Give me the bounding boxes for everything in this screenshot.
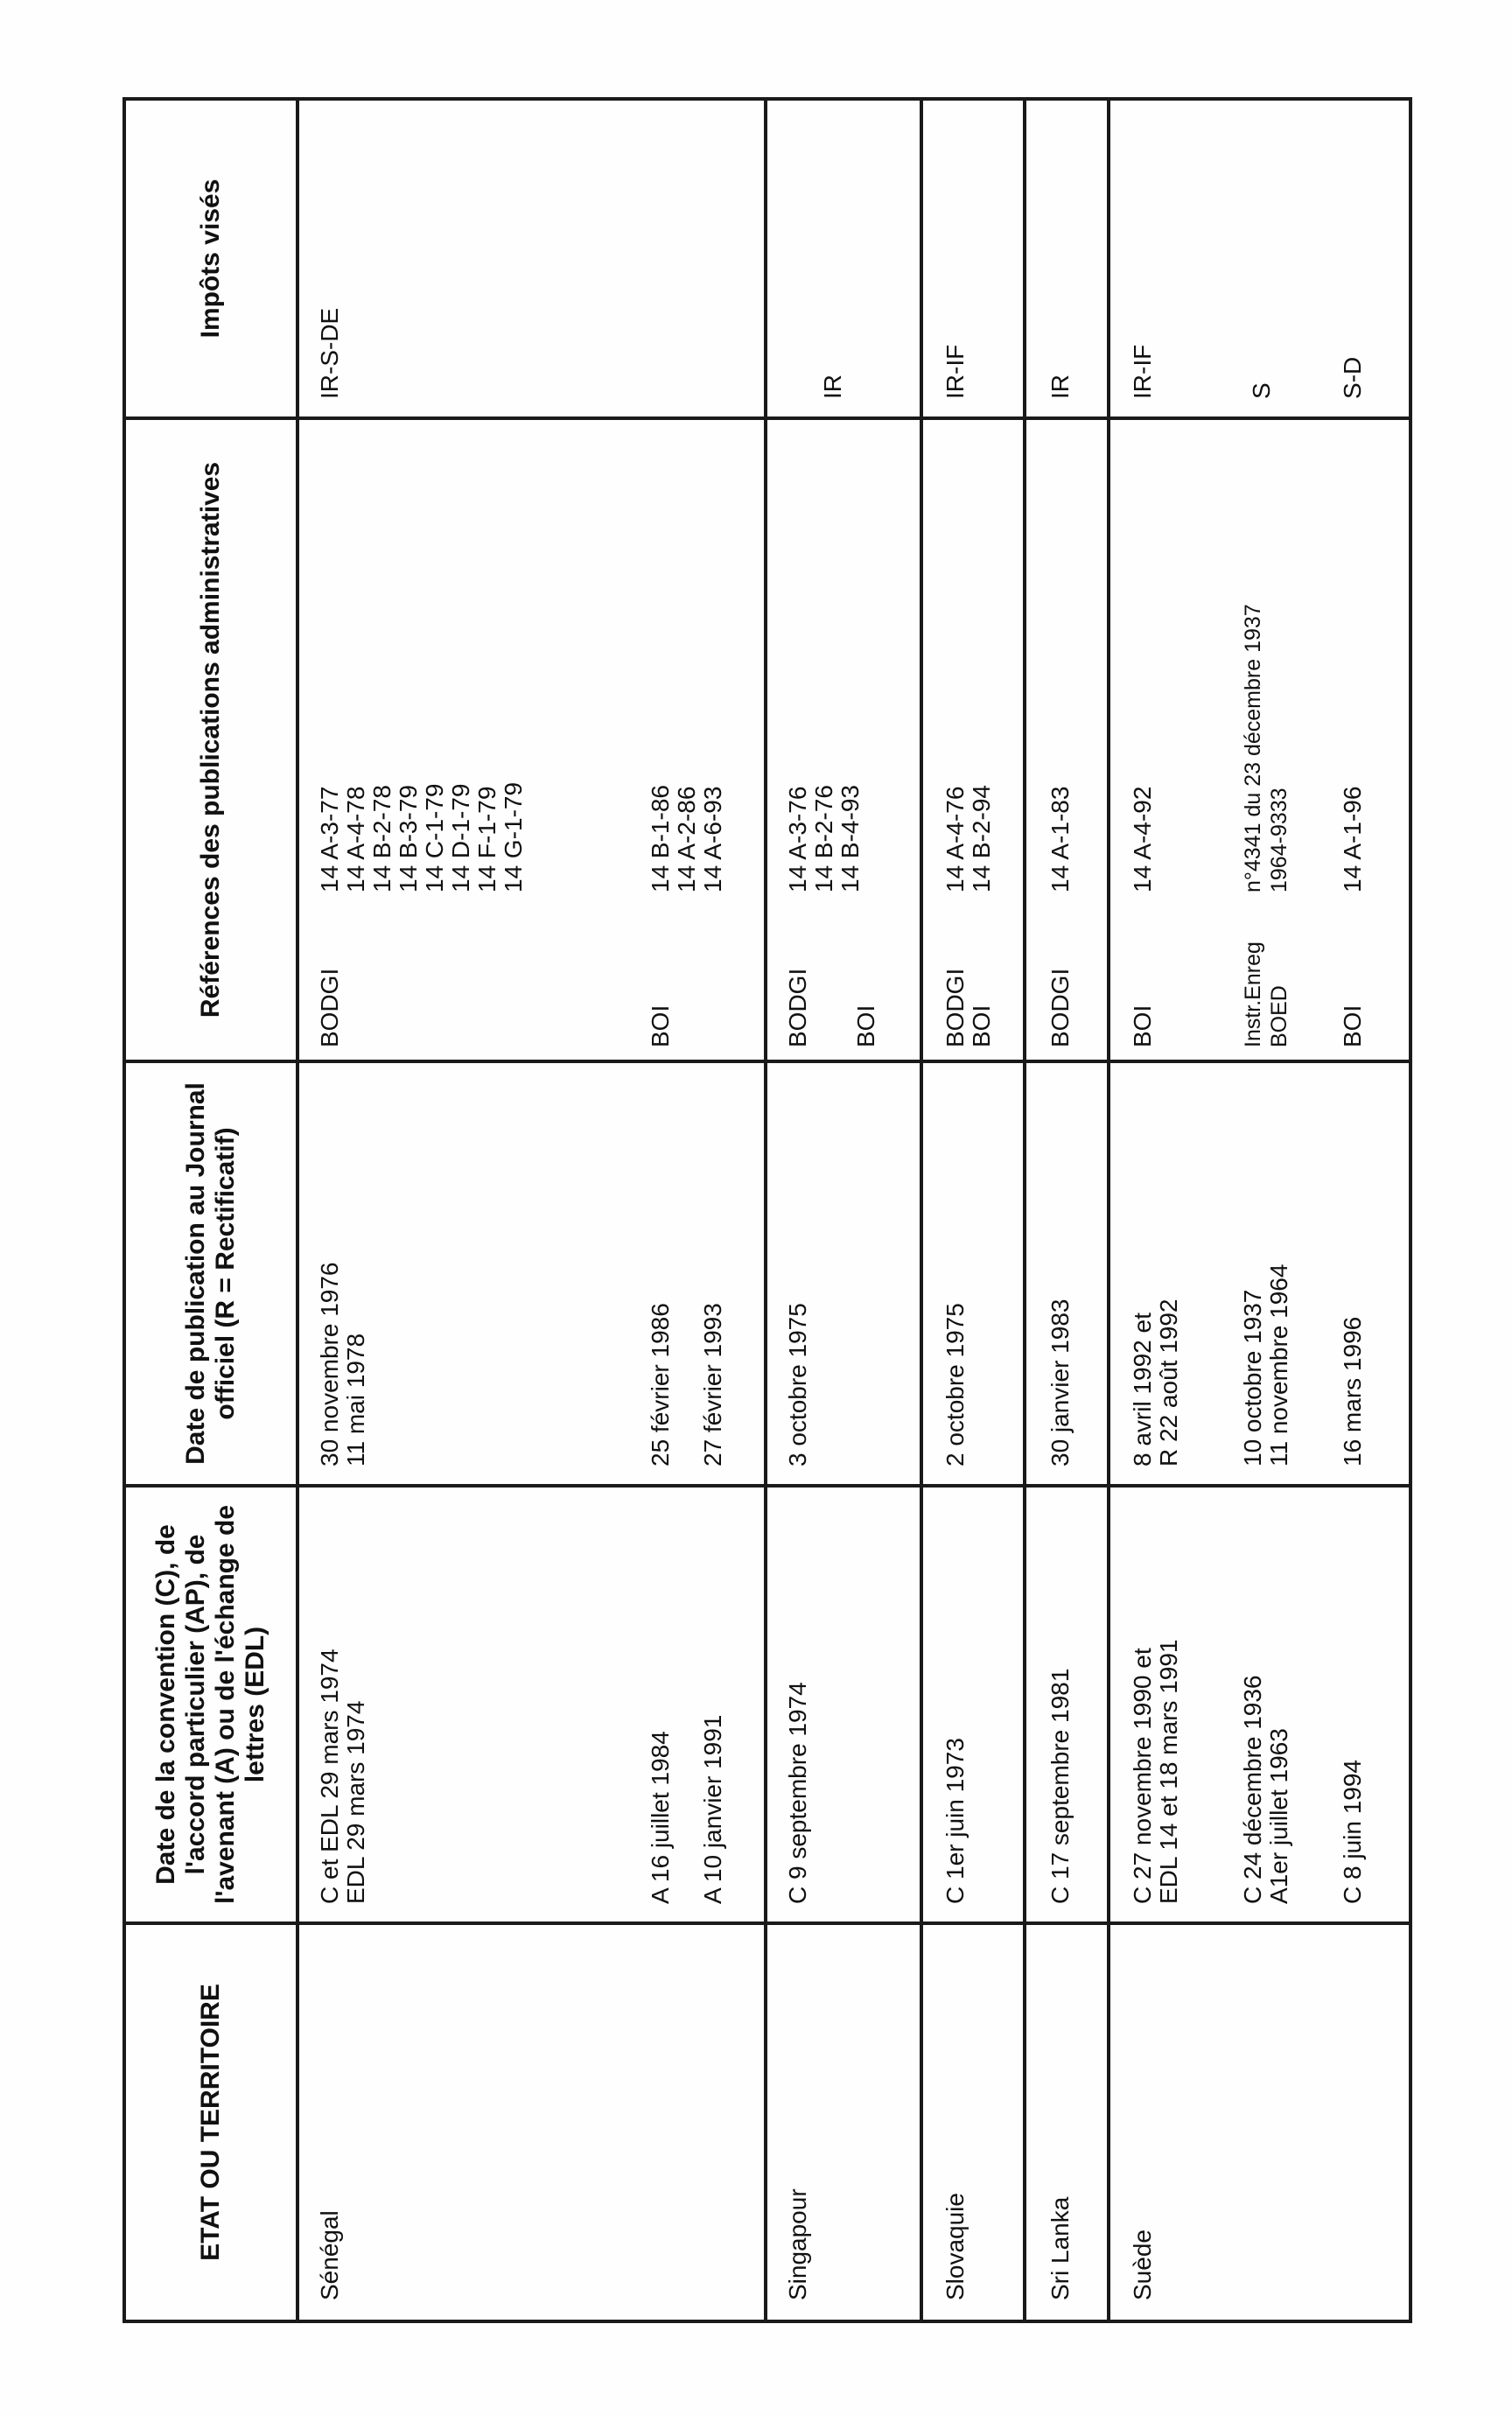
state-name: Singapour: [784, 2188, 811, 2300]
date-publication: 16 mars 1996: [1339, 1316, 1366, 1466]
date-convention: C et EDL 29 mars 1974: [316, 1648, 343, 1904]
reference: 14 B-2-78: [368, 785, 396, 892]
header-impots: Impôts visés: [124, 99, 298, 418]
reference: 14 B-1-86: [647, 785, 674, 892]
date-convention: C 8 juin 1994: [1339, 1759, 1366, 1904]
table-row: [921, 99, 1025, 2321]
reference: 14 A-3-77: [316, 786, 343, 892]
publication-organ: BOED: [1267, 985, 1292, 1047]
date-convention: A 10 janvier 1991: [699, 1714, 726, 1904]
publication-organ: BOI: [968, 1004, 995, 1047]
date-publication: R 22 août 1992: [1155, 1298, 1182, 1466]
publication-organ: BOI: [852, 1004, 879, 1047]
reference: 14 A-4-92: [1129, 786, 1156, 892]
impots-vises: IR-IF: [1129, 344, 1156, 399]
reference: 14 A-2-86: [673, 786, 700, 892]
state-name: Sri Lanka: [1046, 2196, 1074, 2300]
reference: 14 G-1-79: [500, 781, 527, 892]
impots-vises: IR: [819, 374, 846, 399]
reference: 14 A-3-76: [784, 786, 811, 892]
date-publication: 11 mai 1978: [342, 1333, 369, 1466]
reference: n°4341 du 23 décembre 1937: [1241, 604, 1265, 892]
date-convention: C 27 novembre 1990 et: [1129, 1648, 1156, 1904]
reference: 14 D-1-79: [447, 783, 474, 892]
reference: 14 A-1-96: [1339, 786, 1366, 892]
date-publication: 30 novembre 1976: [316, 1262, 343, 1466]
impots-vises: S-D: [1339, 356, 1366, 399]
publication-organ: BODGI: [942, 968, 969, 1047]
reference: 14 B-2-76: [810, 785, 837, 892]
state-name: Suède: [1129, 2230, 1156, 2300]
reference: 14 C-1-79: [421, 783, 448, 892]
publication-organ: Instr.Enreg: [1241, 942, 1265, 1047]
publication-organ: BODGI: [1046, 968, 1074, 1047]
header-row: [124, 99, 298, 2321]
date-convention: EDL 29 mars 1974: [342, 1700, 369, 1904]
table-row: [766, 99, 921, 2321]
reference: 14 B-2-94: [968, 785, 995, 892]
date-convention: C 17 septembre 1981: [1046, 1668, 1074, 1904]
date-convention: C 1er juin 1973: [942, 1738, 969, 1904]
table-row: [298, 99, 766, 2321]
publication-organ: BODGI: [784, 968, 811, 1047]
header-date-convention: Date de la convention (C), de l'accord particulier (AP), de l'avenant (A) ou de l'échange de lettres (EDL): [124, 1486, 298, 1923]
date-publication: 2 octobre 1975: [942, 1303, 969, 1466]
publication-organ: BOI: [1339, 1004, 1366, 1047]
date-publication: 8 avril 1992 et: [1129, 1312, 1156, 1466]
impots-vises: IR: [1046, 374, 1074, 399]
state-name: Slovaquie: [942, 2193, 969, 2300]
header-references: Références des publications administratives: [124, 418, 298, 1061]
date-publication: 25 février 1986: [647, 1303, 674, 1466]
date-convention: A1er juillet 1963: [1265, 1728, 1292, 1904]
reference: 14 B-3-79: [395, 785, 422, 892]
reference: 14 A-4-78: [342, 786, 369, 892]
date-convention: C 9 septembre 1974: [784, 1682, 811, 1904]
publication-organ: BOI: [1129, 1004, 1156, 1047]
date-publication: 30 janvier 1983: [1046, 1298, 1074, 1466]
conventions-table: [122, 97, 1412, 2323]
reference: 14 A-1-83: [1046, 786, 1074, 892]
date-convention: C 24 décembre 1936: [1239, 1675, 1266, 1904]
reference: 14 A-4-76: [942, 786, 969, 892]
impots-vises: S: [1248, 382, 1275, 399]
impots-vises: IR-IF: [942, 344, 969, 399]
table-row: [1025, 99, 1109, 2321]
date-publication: 11 novembre 1964: [1265, 1264, 1292, 1466]
reference: 1964-9333: [1267, 788, 1292, 892]
date-convention: EDL 14 et 18 mars 1991: [1155, 1639, 1182, 1904]
date-convention: A 16 juillet 1984: [647, 1731, 674, 1904]
date-publication: 10 octobre 1937: [1239, 1289, 1266, 1466]
reference: 14 A-6-93: [699, 786, 726, 892]
impots-vises: IR-S-DE: [316, 307, 343, 399]
publication-organ: BODGI: [316, 968, 343, 1047]
reference: 14 F-1-79: [473, 786, 500, 892]
header-state: ETAT OU TERRITOIRE: [124, 1923, 298, 2321]
table-row: [1109, 99, 1410, 2321]
publication-organ: BOI: [647, 1004, 674, 1047]
state-name: Sénégal: [316, 2210, 343, 2300]
reference: 14 B-4-93: [836, 785, 864, 892]
date-publication: 3 octobre 1975: [784, 1303, 811, 1466]
header-date-publication: Date de publication au Journal officiel (R = Rectificatif): [124, 1061, 298, 1486]
rotated-table-wrapper: [122, 101, 1391, 2323]
date-publication: 27 février 1993: [699, 1303, 726, 1466]
